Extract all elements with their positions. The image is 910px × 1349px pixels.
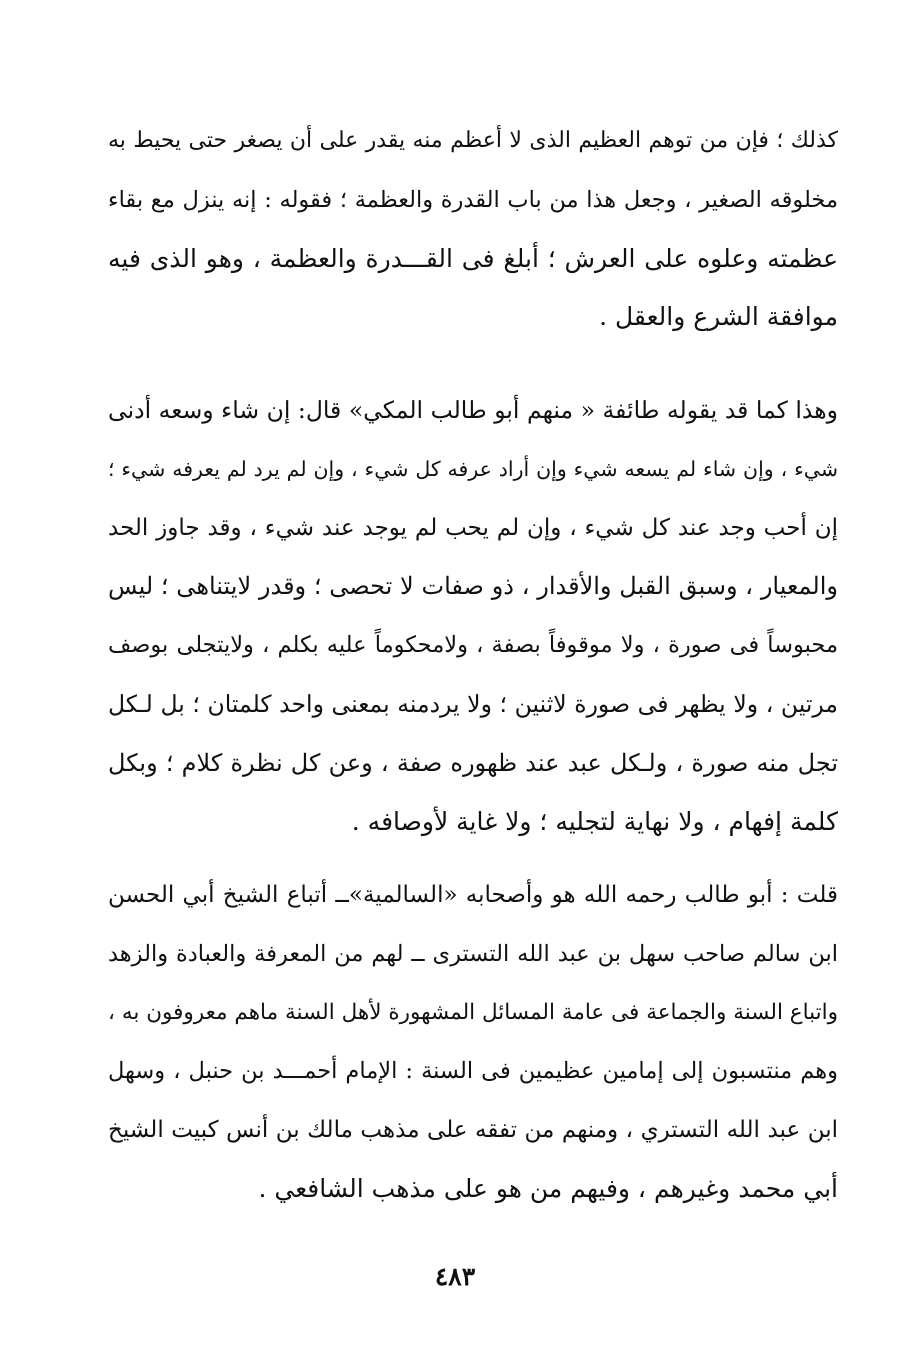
text-line: مرتين ، ولا يظهر فى صورة لاثنين ؛ ولا يردمنه بمعنى واحد كلمتان ؛ بل لـكل xyxy=(108,689,838,718)
page-number: ٤٨٣ xyxy=(434,1262,476,1291)
text-line: شيء ، وإن شاء لم يسعه شيء وإن أراد عرفه كل شيء ، وإن لم يرد لم يعرفه شيء ؛ xyxy=(108,456,838,481)
paragraph xyxy=(108,381,838,851)
text-line: مخلوقه الصغير ، وجعل هذا من باب القدرة والعظمة ؛ فقوله : إنه ينزل مع بقاء xyxy=(108,186,838,213)
text-line: محبوساً فى صورة ، ولا موقوفاً بصفة ، ولامحكوماً عليه بكلم ، ولايتجلى بوصف xyxy=(108,632,838,659)
text-line: عظمته وعلوه على العرش ؛ أبلغ فى القـــدرة والعظمة ، وهو الذى فيه xyxy=(108,243,838,273)
text-line: ابن سالم صاحب سهل بن عبد الله التسترى ــ لهم من المعرفة والعبادة والزهد xyxy=(108,940,838,967)
text-line: أبي محمد وغيرهم ، وفيهم من هو على مذهب الشافعي . xyxy=(258,1173,838,1203)
text-line: وهذا كما قد يقوله طائفة « منهم أبو طالب المكي» قال: إن شاء وسعه أدنى xyxy=(108,396,838,424)
text-line: ابن عبد الله التستري ، ومنهم من تفقه على مذهب مالك بن أنس كبيت الشيخ xyxy=(108,1117,838,1144)
paragraph xyxy=(108,112,838,347)
text-line: كذلك ؛ فإن من توهم العظيم الذى لا أعظم منه يقدر على أن يصغر حتى يحيط به xyxy=(108,128,838,153)
text-line: موافقة الشرع والعقل . xyxy=(599,302,838,332)
paragraph xyxy=(108,866,838,1219)
text-line: واتباع السنة والجماعة فى عامة المسائل المشهورة لأهل السنة ماهم معروفون به ، xyxy=(108,999,838,1025)
text-line: والمعيار ، وسبق القبل والأقدار ، ذو صفات لا تحصى ؛ وقدر لايتناهى ؛ ليس xyxy=(108,572,838,601)
text-line: وهم منتسبون إلى إمامين عظيمين فى السنة : الإمام أحمـــد بن حنبل ، وسهل xyxy=(108,1058,838,1085)
text-line: كلمة إفهام ، ولا نهاية لتجليه ؛ ولا غاية لأوصافه . xyxy=(351,806,838,836)
text-line: تجل منه صورة ، ولـكل عبد عند ظهوره صفة ، وعن كل نظرة كلام ؛ وبكل xyxy=(108,748,838,777)
text-line: إن أحب وجد عند كل شيء ، وإن لم يحب لم يوجد عند شيء ، وقد جاوز الحد xyxy=(108,514,838,541)
text-line: قلت : أبو طالب رحمه الله هو وأصحابه «السالمية»ــ أتباع الشيخ أبي الحسن xyxy=(108,882,838,908)
